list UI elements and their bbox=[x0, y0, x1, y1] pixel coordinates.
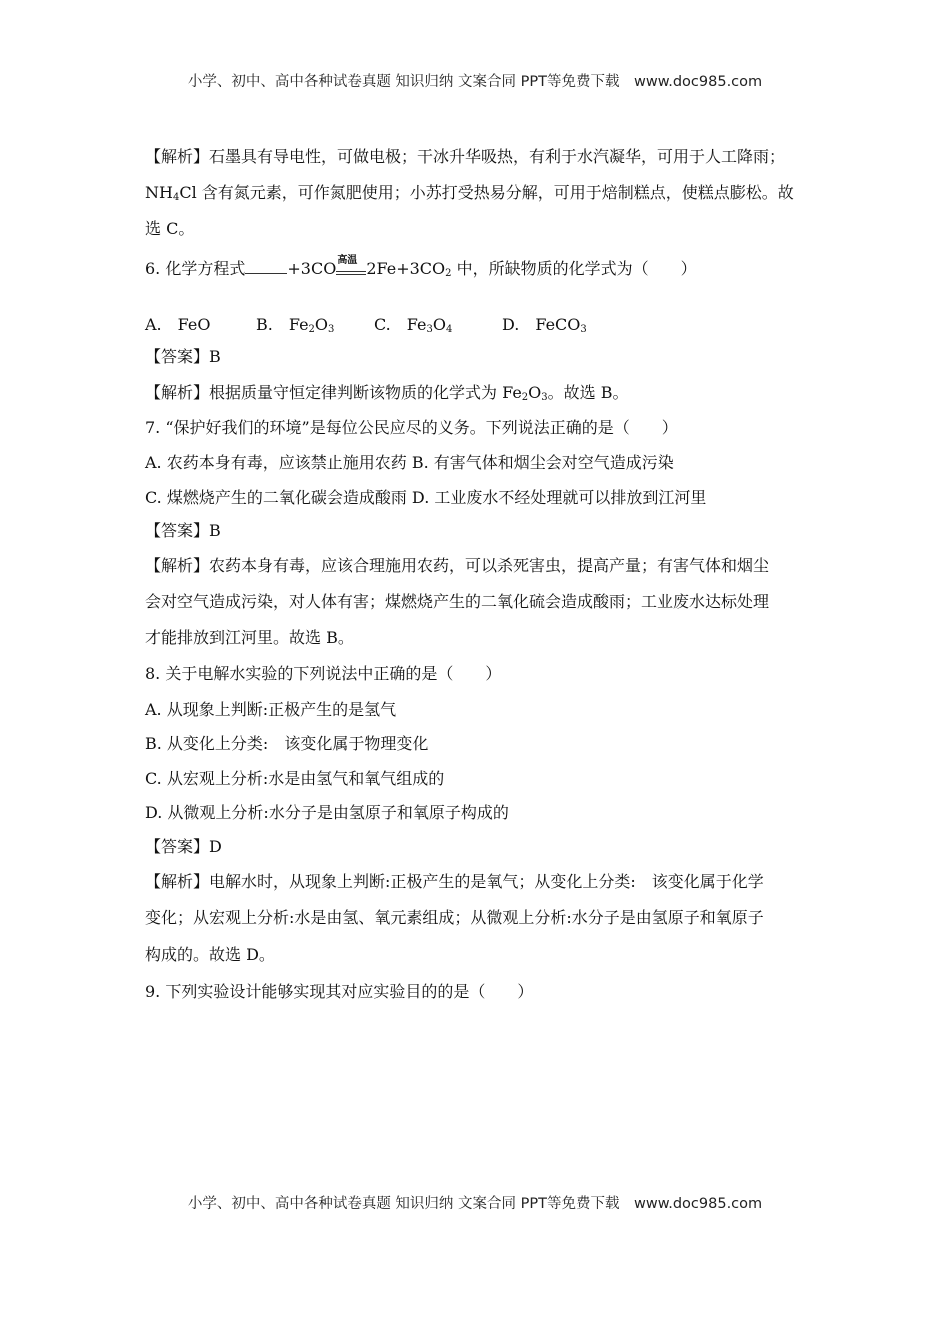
text: 2Fe+3CO bbox=[366, 259, 446, 278]
q7-options-cd: C. 煤燃烧产生的二氧化碳会造成酸雨 D. 工业废水不经处理就可以排放到江河里 bbox=[145, 488, 707, 507]
subscript: 4 bbox=[172, 192, 180, 203]
q8-stem: 8. 关于电解水实验的下列说法中正确的是（ ） bbox=[145, 664, 502, 683]
q8-analysis-line: 变化；从宏观上分析:水是由氢、氧元素组成；从微观上分析:水分子是由氢原子和氧原子 bbox=[145, 908, 764, 927]
text: 6. 化学方程式 bbox=[145, 259, 246, 278]
q8-option: C. 从宏观上分析:水是由氢气和氧气组成的 bbox=[145, 769, 445, 788]
q8-analysis-line: 【解析】电解水时，从现象上判断:正极产生的是氧气；从变化上分类: 该变化属于化学 bbox=[145, 872, 764, 891]
q5-analysis-line1: 【解析】石墨具有导电性，可做电极；干冰升华吸热，有利于水汽凝华，可用于人工降雨； bbox=[145, 147, 786, 166]
q8-option: D. 从微观上分析:水分子是由氢原子和氧原子构成的 bbox=[145, 803, 509, 822]
q7-stem: 7. “保护好我们的环境”是每位公民应尽的义务。下列说法正确的是（ ） bbox=[145, 418, 678, 437]
option-a: A. FeO bbox=[145, 315, 211, 334]
q7-analysis-line: 【解析】农药本身有毒，应该合理施用农药，可以杀死害虫，提高产量；有害气体和烟尘 bbox=[145, 556, 770, 575]
q9-stem: 9. 下列实验设计能够实现其对应实验目的的是（ ） bbox=[145, 982, 534, 1001]
text: +3CO bbox=[287, 259, 337, 278]
text: Cl 含有氮元素，可作氮肥使用；小苏打受热易分解，可用于焙制糕点，使糕点膨松。故 bbox=[179, 183, 794, 202]
page-header: 小学、初中、高中各种试卷真题 知识归纳 文案合同 PPT等免费下载 www.doc985.com bbox=[187, 74, 763, 90]
option-c: C. $Fe_3O_4$ bbox=[374, 315, 453, 335]
q7-analysis-line: 才能排放到江河里。故选 B。 bbox=[145, 628, 354, 647]
option-b: B. $Fe_2O_3$ bbox=[256, 315, 335, 335]
q6-stem bbox=[145, 254, 697, 284]
q6-options bbox=[145, 315, 587, 340]
q8-option: B. 从变化上分类: 该变化属于物理变化 bbox=[145, 734, 429, 753]
option-d: D. FeCO$_3$ bbox=[502, 315, 587, 335]
q7-analysis-line: 会对空气造成污染，对人体有害；煤燃烧产生的二氧化硫会造成酸雨；工业废水达标处理 bbox=[145, 592, 770, 611]
condition-label: 高温 bbox=[337, 254, 358, 266]
q5-analysis-line3: 选 C。 bbox=[145, 219, 195, 238]
q7-options-ab: A. 农药本身有毒，应该禁止施用农药 B. 有害气体和烟尘会对空气造成污染 bbox=[145, 453, 674, 472]
q8-answer: 【答案】D bbox=[145, 837, 222, 856]
text: NH bbox=[145, 183, 173, 202]
page-footer: 小学、初中、高中各种试卷真题 知识归纳 文案合同 PPT等免费下载 www.doc985.com bbox=[187, 1196, 763, 1212]
reaction-condition bbox=[336, 254, 366, 278]
text: 中，所缺物质的化学式为（ ） bbox=[451, 259, 697, 278]
q8-analysis-line: 构成的。故选 D。 bbox=[145, 945, 275, 964]
q5-analysis-line2 bbox=[145, 183, 794, 208]
q6-answer: 【答案】B bbox=[145, 347, 221, 366]
q6-analysis: 【解析】根据质量守恒定律判断该物质的化学式为 $Fe_2O_3$。故选 B。 bbox=[145, 383, 629, 403]
q7-answer: 【答案】B bbox=[145, 521, 221, 540]
q8-option: A. 从现象上判断:正极产生的是氢气 bbox=[145, 700, 397, 719]
answer-blank bbox=[245, 259, 287, 274]
subscript: 2 bbox=[445, 268, 452, 279]
